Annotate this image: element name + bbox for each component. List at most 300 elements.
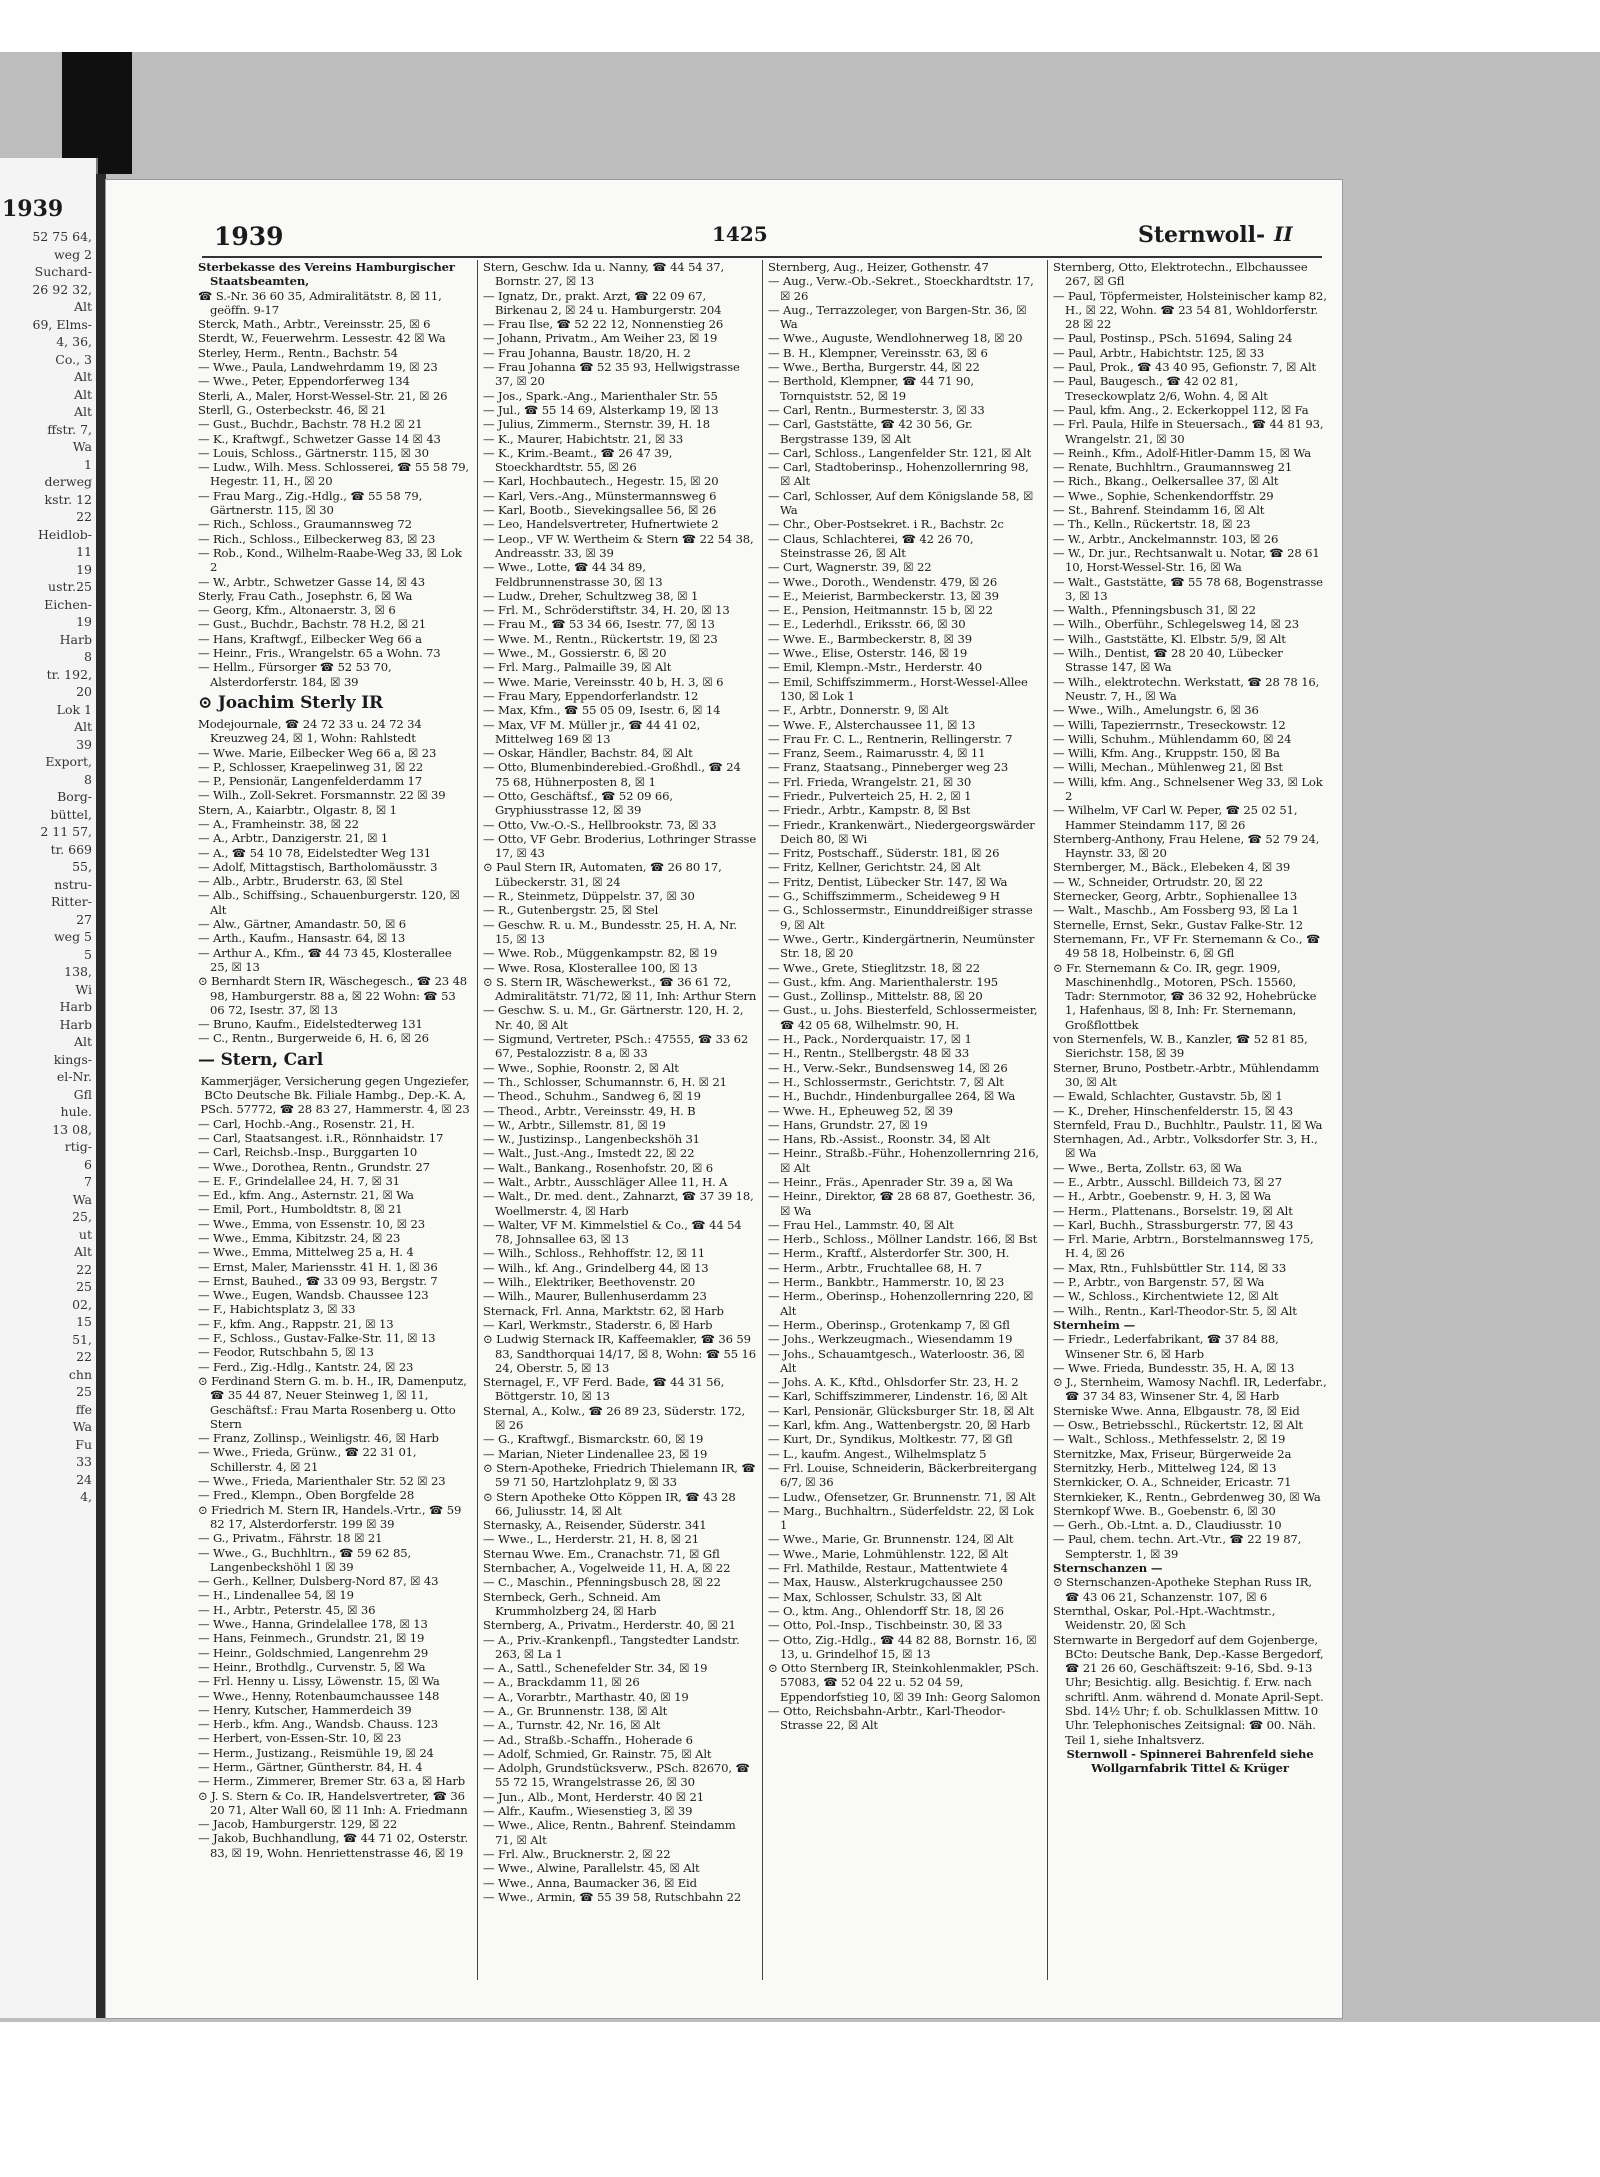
directory-entry: — Heinr., Fris., Wrangelstr. 65 a Wohn. 73 — [198, 646, 441, 661]
left-page-line: 8 — [84, 771, 92, 787]
left-page-line: Ritter- — [50, 894, 92, 909]
directory-entry: — Carl, Rentn., Burmesterstr. 3, ☒ 33 — [768, 402, 985, 417]
volume-number: II — [1274, 222, 1293, 246]
directory-entry: — Wwe., Sophie, Schenkendorffstr. 29 — [1053, 488, 1274, 503]
directory-entry: — Marian, Nieter Lindenallee 23, ☒ 19 — [483, 1446, 708, 1461]
directory-entry: Sternkieker, K., Rentn., Gebrdenweg 30, ☒ Wa — [1053, 1489, 1321, 1504]
left-page-line: 138, — [64, 964, 92, 979]
directory-entry: — Max, ⅤF M. Müller jr., ☎ 44 41 02, Mittelweg 169 ☒ 13 — [483, 717, 701, 746]
left-facing-page — [0, 158, 98, 2018]
directory-entry: — Bruno, Kaufm., Eidelstedterweg 131 — [198, 1017, 423, 1032]
directory-entry: — Carl, Gaststätte, ☎ 42 30 56, Gr. Bergstrasse 139, ☒ Alt — [768, 417, 973, 446]
directory-entry: — Paul, Baugesch., ☎ 42 02 81, Treseckowplatz 2/6, Wohn. 4, ☒ Alt — [1053, 374, 1268, 403]
directory-entry: — Rich., Schloss., Graumannsweg 72 — [198, 517, 412, 532]
left-page-line: Alt — [73, 719, 92, 734]
directory-entry: — Friedr., Lederfabrikant, ☎ 37 84 88, Winsener Str. 6, ☒ Harb — [1053, 1332, 1279, 1361]
directory-entry: — Adolf, Mittagstisch, Bartholomäusstr. 3 — [198, 859, 438, 874]
directory-entry: Sternberg, A., Privatm., Herderstr. 40, ☒ 21 — [483, 1618, 736, 1633]
directory-entry: — Jul., ☎ 55 14 69, Alsterkamp 19, ☒ 13 — [483, 402, 719, 417]
page-number: 1425 — [712, 222, 768, 246]
directory-entry: — Otto, ⅤF Gebr. Broderius, Lothringer Strasse 17, ☒ 43 — [483, 831, 757, 861]
directory-entry: Kammerjäger, Versicherung gegen Ungeziefer, BCto Deutsche Bk. Filiale Hambg., Dep.-K. A, PSch. 57772, ☎ 28 83 27, Hammerstr. 4, ☒ 23 — [200, 1073, 470, 1117]
directory-entry: Sternbacher, A., Vogelweide 11, H. A, ☒ 22 — [483, 1561, 731, 1576]
directory-entry: — Max, Hausw., Alsterkrugchaussee 250 — [768, 1575, 1003, 1590]
directory-entry: — G., Schiffszimmerm., Scheideweg 9 H — [768, 889, 1000, 904]
left-page-line: 52 75 64, — [32, 229, 92, 244]
directory-entry: ⊙ Fr. Sternemann & Co. ⅠR, gegr. 1909, Maschinenhdlg., Motoren, PSch. 15560, Tadr: Sternmotor, ☎ 36 32 92, Hohebrücke 1, Hafenhaus, ☒ 8, Inh: Fr. Sternemann, Großflottbek — [1053, 960, 1317, 1032]
left-page-line: Lok 1 — [56, 701, 92, 717]
left-page-line: Fu — [75, 1436, 92, 1452]
directory-entry: — Georg, Kfm., Altonaerstr. 3, ☒ 6 — [198, 603, 396, 618]
left-page-line: chn — [68, 1366, 92, 1382]
left-page-line: 22 — [76, 1349, 92, 1364]
left-page-line: Wa — [72, 1419, 92, 1434]
directory-entry: — Chr., Ober-Postsekret. i R., Bachstr. 2c — [768, 517, 1004, 532]
directory-entry: — Wilh., Dentist, ☎ 28 20 40, Lübecker Strasse 147, ☒ Wa — [1053, 646, 1283, 675]
directory-entry: — Frau M., ☎ 53 34 66, Isestr. 77, ☒ 13 — [483, 617, 715, 632]
directory-entry: — Herb., kfm. Ang., Wandsb. Chauss. 123 — [198, 1717, 438, 1732]
directory-entry: — Wwe., Peter, Eppendorferweg 134 — [198, 374, 410, 389]
directory-entry: — Otto, Geschäftsf., ☎ 52 09 66, Gryphiusstrasse 12, ☒ 39 — [483, 788, 673, 818]
left-page-line: Alt — [73, 404, 92, 419]
directory-entry: — Frau Johanna ☎ 52 35 93, Hellwigstrasse 37, ☒ 20 — [483, 360, 740, 389]
directory-entry: Sternemann, Fr., ⅤF Fr. Sternemann & Co., ☎ 49 58 18, Holbeinstr. 6, ☒ Gfl — [1053, 931, 1321, 961]
directory-entry: — Wwe. M., Rentn., Rückertstr. 19, ☒ 23 — [483, 631, 718, 646]
directory-entry: — Jun., Alb., Mont, Herderstr. 40 ☒ 21 — [483, 1789, 704, 1804]
directory-entry: — Leop., ⅤF W. Wertheim & Stern ☎ 22 54 38, Andreasstr. 33, ☒ 39 — [483, 531, 754, 560]
directory-entry: ⊙ Stern Apotheke Otto Köppen ⅠR, ☎ 43 28 66, Juliusstr. 14, ☒ Alt — [483, 1489, 736, 1518]
directory-entry: — Kurt, Dr., Syndikus, Moltkestr. 77, ☒ Gfl — [768, 1432, 1013, 1447]
directory-entry: — Wilh., Gaststätte, Kl. Elbstr. 5/9, ☒ Alt — [1053, 631, 1286, 646]
directory-entry: — Frau Mary, Eppendorferlandstr. 12 — [483, 688, 699, 703]
directory-entry: Stern, Geschw. Ida u. Nanny, ☎ 44 54 37, Bornstr. 27, ☒ 13 — [483, 260, 725, 289]
left-page-line: Eichen- — [44, 596, 92, 612]
directory-entry: — Johs. A. K., Kftd., Ohlsdorfer Str. 23, H. 2 — [768, 1375, 1019, 1390]
directory-entry: ⊙ Joachim Sterly ⅠR — [198, 692, 384, 713]
directory-entry: — Berthold, Klempner, ☎ 44 71 90, Tornquiststr. 52, ☒ 19 — [768, 374, 974, 403]
directory-entry: — Paul, kfm. Ang., 2. Eckerkoppel 112, ☒ Fa — [1053, 402, 1309, 417]
directory-entry: — Frl. Mathilde, Restaur., Mattentwiete 4 — [768, 1561, 1008, 1576]
directory-entry: — Ernst, Bauhed., ☎ 33 09 93, Bergstr. 7 — [198, 1273, 438, 1288]
left-page-line: 1 — [84, 456, 92, 472]
directory-entry: — Claus, Schlachterei, ☎ 42 26 70, Steinstrasse 26, ☒ Alt — [768, 531, 974, 560]
directory-entry: — W., Arbtr., Sillemstr. 81, ☒ 19 — [483, 1117, 666, 1132]
directory-entry: — K., Dreher, Hinschenfelderstr. 15, ☒ 43 — [1053, 1103, 1293, 1118]
directory-entry: — Frau Johanna, Baustr. 18/20, H. 2 — [483, 345, 691, 360]
directory-entry: — R., Gutenbergstr. 25, ☒ Stel — [483, 903, 659, 918]
directory-entry: — Leo, Handelsvertreter, Hufnertwiete 2 — [483, 517, 719, 532]
directory-entry: — E., Arbtr., Ausschl. Billdeich 73, ☒ 27 — [1053, 1175, 1282, 1189]
directory-entry: — Henry, Kutscher, Hammerdeich 39 — [198, 1702, 412, 1717]
directory-entry: — O., ktm. Ang., Ohlendorff Str. 18, ☒ 26 — [768, 1603, 1004, 1618]
directory-entry: — Wwe., Paula, Landwehrdamm 19, ☒ 23 — [198, 360, 438, 375]
directory-entry: ⊙ Sternschanzen-Apotheke Stephan Russ ⅠR, ☎ 43 06 21, Schanzenstr. 107, ☒ 6 — [1053, 1575, 1312, 1604]
directory-entry: — A., Gr. Brunnenstr. 138, ☒ Alt — [483, 1703, 668, 1718]
column-4 — [1053, 260, 1327, 1980]
directory-entry: — Th., Kelln., Rückertstr. 18, ☒ 23 — [1053, 517, 1251, 532]
directory-entry: — Hans, Grundstr. 27, ☒ 19 — [768, 1117, 928, 1132]
directory-entry: Sternal, A., Kolw., ☎ 26 89 23, Süderstr. 172, ☒ 26 — [483, 1403, 746, 1433]
directory-entry: — Wilh., kf. Ang., Grindelberg 44, ☒ 13 — [483, 1260, 709, 1275]
directory-entry: — Aug., Terrazzoleger, von Bargen-Str. 36, ☒ Wa — [768, 302, 1027, 332]
directory-entry: — Friedr., Pulverteich 25, H. 2, ☒ 1 — [768, 788, 972, 803]
left-page-line: 5 — [84, 946, 92, 962]
directory-entry: Sterner, Bruno, Postbetr.-Arbtr., Mühlendamm 30, ☒ Alt — [1053, 1060, 1319, 1089]
directory-entry: — F., Habichtsplatz 3, ☒ 33 — [198, 1302, 356, 1317]
left-page-line: tr. 669 — [50, 841, 92, 857]
directory-entry: — Theod., Schuhm., Sandweg 6, ☒ 19 — [483, 1089, 701, 1104]
directory-entry: — Wwe. Marie, Eilbecker Weg 66 a, ☒ 23 — [198, 745, 437, 760]
directory-entry: — B. H., Klempner, Vereinsstr. 63, ☒ 6 — [768, 345, 988, 360]
directory-entry: — Paul, Prok., ☎ 43 40 95, Gefionstr. 7, ☒ Alt — [1053, 360, 1317, 375]
running-head — [106, 180, 1342, 270]
directory-entry: Sternberger, M., Bäck., Elebeken 4, ☒ 39 — [1053, 860, 1291, 875]
directory-entry: — Wwe., L., Herderstr. 21, H. 8, ☒ 21 — [483, 1532, 700, 1547]
directory-entry: — Wwe., Alwine, Parallelstr. 45, ☒ Alt — [483, 1861, 700, 1876]
directory-entry: — Otto, Vw.-O.-S., Hellbrookstr. 73, ☒ 33 — [483, 817, 717, 832]
left-page-line: ffstr. 7, — [47, 421, 92, 437]
directory-entry: — Johann, Privatm., Am Weiher 23, ☒ 19 — [483, 331, 718, 346]
directory-entry: — H., Lindenallee 54, ☒ 19 — [198, 1588, 354, 1603]
directory-entry: — Alb., Schiffsing., Schauenburgerstr. 120, ☒ Alt — [198, 888, 460, 917]
directory-entry: — Walt., Schloss., Methfesselstr. 2, ☒ 19 — [1053, 1432, 1286, 1447]
directory-entry: — Alw., Gärtner, Amandastr. 50, ☒ 6 — [198, 917, 406, 932]
left-page-line: Alt — [73, 369, 92, 384]
directory-entry: — Karl, Bootb., Sievekingsallee 56, ☒ 26 — [483, 503, 717, 518]
directory-entry: — Karl, Vers.-Ang., Münstermannsweg 6 — [483, 488, 717, 503]
directory-entry: — Adolph, Grundstücksverw., PSch. 82670, ☎ 55 72 15, Wrangelstrasse 26, ☒ 30 — [483, 1761, 750, 1790]
directory-entry: — Alfr., Kaufm., Wiesenstieg 3, ☒ 39 — [483, 1804, 693, 1819]
directory-entry: — Wilh., Maurer, Bullenhuserdamm 23 — [483, 1289, 707, 1304]
directory-entry: — Wilh., Rentn., Karl-Theodor-Str. 5, ☒ Alt — [1053, 1303, 1297, 1318]
directory-entry: — Arth., Kaufm., Hansastr. 64, ☒ 13 — [198, 931, 406, 946]
directory-entry: — Ad., Straßb.-Schaffn., Hoherade 6 — [483, 1732, 693, 1747]
directory-entry: — Wwe., Emma, Kibitzstr. 24, ☒ 23 — [198, 1231, 401, 1245]
directory-entry: — E. F., Grindelallee 24, H. 7, ☒ 31 — [198, 1173, 400, 1188]
directory-entry: — Wwe. H., Epheuweg 52, ☒ 39 — [768, 1103, 953, 1118]
directory-entry: — Heinr., Straßb.-Führ., Hohenzollernring 216, ☒ Alt — [768, 1146, 1039, 1175]
directory-entry: Sterbekasse des Vereins Hamburgischer Staatsbeamten, — [198, 260, 455, 289]
directory-entry: — H., Pack., Norderquaistr. 17, ☒ 1 — [768, 1032, 972, 1047]
directory-entry: Sterll, G., Osterbeckstr. 46, ☒ 21 — [198, 402, 387, 417]
directory-entry: — Wwe. Frieda, Bundesstr. 35, H. A, ☒ 13 — [1053, 1360, 1295, 1375]
directory-entry: — Wilh., elektrotechn. Werkstatt, ☎ 28 78 16, Neustr. 7, H., ☒ Wa — [1053, 674, 1320, 703]
directory-entry: — Theod., Arbtr., Vereinsstr. 49, H. B — [483, 1103, 696, 1118]
left-page-line: derweg — [44, 474, 92, 489]
directory-entry: — Osw., Betriebsschl., Rückertstr. 12, ☒ Alt — [1053, 1418, 1303, 1433]
directory-entry: — W., Schneider, Ortrudstr. 20, ☒ 22 — [1053, 874, 1264, 889]
directory-entry: — H., Schlossermstr., Gerichtstr. 7, ☒ Alt — [768, 1074, 1004, 1089]
directory-entry: — Herm., Plattenans., Borselstr. 19, ☒ Alt — [1053, 1203, 1293, 1218]
column-1 — [198, 260, 472, 1980]
directory-entry: — E., Pension, Heitmannstr. 15 b, ☒ 22 — [768, 603, 993, 618]
left-page-year: 1939 — [2, 196, 64, 222]
directory-entry: — Ludw., Dreher, Schultzweg 38, ☒ 1 — [483, 588, 699, 603]
directory-entry: — Wwe., Elise, Osterstr. 146, ☒ 19 — [768, 646, 968, 661]
directory-entry: — Emil, Port., Humboldtstr. 8, ☒ 21 — [198, 1202, 403, 1217]
left-page-line: weg 2 — [53, 246, 92, 262]
directory-entry: Sternschanzen — — [1053, 1561, 1163, 1576]
directory-entry: — Walt., Gaststätte, ☎ 55 78 68, Bogenstrasse 3, ☒ 13 — [1053, 574, 1323, 603]
directory-entry: — Emil, Schiffszimmerm., Horst-Wessel-Allee 130, ☒ Lok 1 — [768, 674, 1028, 703]
directory-entry: — G., Schlossermstr., Einunddreißiger strasse 9, ☒ Alt — [768, 903, 1033, 932]
directory-entry: — P., Schlosser, Kraepelinweg 31, ☒ 22 — [198, 759, 424, 774]
directory-entry: — Oskar, Händler, Bachstr. 84, ☒ Alt — [483, 746, 693, 761]
directory-entry: — Willi, kfm. Ang., Schnelsener Weg 33, ☒ Lok 2 — [1053, 774, 1323, 803]
directory-entry: — Carl, Schloss., Langenfelder Str. 121, ☒ Alt — [768, 445, 1032, 460]
directory-entry: — Herm., Oberinsp., Hohenzollernring 220, ☒ Alt — [768, 1289, 1034, 1318]
directory-entry: — Willi, Tapezierrnstr., Treseckowstr. 12 — [1053, 717, 1286, 732]
directory-entry: — Fritz, Postschaff., Süderstr. 181, ☒ 26 — [768, 846, 1000, 861]
left-page-line: Alt — [73, 1244, 92, 1259]
directory-entry: — Th., Schlosser, Schumannstr. 6, H. ☒ 21 — [483, 1074, 727, 1089]
directory-entry: — Arthur A., Kfm., ☎ 44 73 45, Klosterallee 25, ☒ 13 — [198, 945, 452, 974]
directory-entry: — Wwe., Wilh., Amelungstr. 6, ☒ 36 — [1053, 703, 1259, 718]
directory-entry: Sternhagen, Ad., Arbtr., Volksdorfer Str. 3, H., ☒ Wa — [1053, 1132, 1318, 1161]
directory-entry: ⊙ Otto Sternberg ⅠR, Steinkohlenmakler, PSch. 57083, ☎ 52 04 22 u. 52 04 59, Eppendorfstieg 10, ☒ 39 Inh: Georg Salomon — [768, 1661, 1041, 1704]
left-page-line: Harb — [59, 1016, 92, 1032]
directory-entry: Sternecker, Georg, Arbtr., Sophienallee 13 — [1053, 889, 1298, 904]
directory-entry: — A., Framheinstr. 38, ☒ 22 — [198, 816, 359, 831]
directory-entry: Sternkopf Wwe. B., Goebenstr. 6, ☒ 30 — [1053, 1503, 1276, 1518]
left-page-line: 2 11 57, — [40, 824, 92, 839]
directory-entry: — Karl, Hochbautech., Hegestr. 15, ☒ 20 — [483, 474, 719, 489]
directory-entry: — Fritz, Dentist, Lübecker Str. 147, ☒ Wa — [768, 874, 1008, 889]
left-page-line: Wi — [75, 981, 92, 997]
left-page-line: Harb — [59, 999, 92, 1014]
directory-entry: — Franz, Staatsang., Pinneberger weg 23 — [768, 760, 1009, 775]
directory-entry: — Frl. Paula, Hilfe in Steuersach., ☎ 44 81 93, Wrangelstr. 21, ☒ 30 — [1053, 417, 1324, 446]
directory-entry: — Fred., Klempn., Oben Borgfelde 28 — [198, 1488, 415, 1503]
header-rule — [202, 256, 1322, 258]
directory-entry: — Gust., u. Johs. Biesterfeld, Schlossermeister, ☎ 42 05 68, Wilhelmstr. 90, H. — [768, 1003, 1038, 1032]
directory-entry: — Frl. M., Schröderstiftstr. 34, H. 20, ☒ 13 — [483, 603, 730, 618]
directory-entry: — Wwe., Anna, Baumacker 36, ☒ Eid — [483, 1875, 697, 1890]
left-page-line: Suchard- — [34, 264, 92, 279]
left-page-line: nstru- — [54, 876, 92, 892]
directory-entry: — Gust., Buchdr., Bachstr. 78 H.2 ☒ 21 — [198, 417, 423, 432]
directory-entry: — Wwe. F., Alsterchaussee 11, ☒ 13 — [768, 717, 976, 732]
directory-entry: — W., Arbtr., Schwetzer Gasse 14, ☒ 43 — [198, 574, 425, 589]
directory-entry: — Franz, Seem., Raimarusstr. 4, ☒ 11 — [768, 746, 986, 761]
directory-entry: — Carl, Reichsb.-Insp., Burggarten 10 — [198, 1145, 418, 1160]
directory-entry: — W., Schloss., Kirchentwiete 12, ☒ Alt — [1053, 1289, 1279, 1304]
directory-entry: — Hellm., Fürsorger ☎ 52 53 70, Alsterdorferstr. 184, ☒ 39 — [198, 660, 392, 689]
directory-entry: — Paul, Töpfermeister, Holsteinischer kamp 82, H., ☒ 22, Wohn. ☎ 23 54 81, Wohldorferstr. 28 ☒ 22 — [1053, 288, 1327, 332]
directory-entry: — Wwe., G., Buchhltrn., ☎ 59 62 85, Langenbeckshöhl 1 ☒ 39 — [198, 1545, 411, 1574]
directory-entry: — Willi, Mechan., Mühlenweg 21, ☒ Bst — [1053, 760, 1283, 775]
page-spine — [96, 174, 106, 2018]
directory-entry: — Herm., Justizang., Reismühle 19, ☒ 24 — [198, 1745, 434, 1760]
left-page-line: 25, — [72, 1209, 92, 1224]
directory-entry: — Wilhelm, ⅤF Carl W. Peper, ☎ 25 02 51, Hammer Steindamm 117, ☒ 26 — [1053, 803, 1298, 832]
directory-entry: — C., Rentn., Burgerweide 6, H. 6, ☒ 26 — [198, 1031, 429, 1046]
directory-entry: — Herm., Gärtner, Güntherstr. 84, H. 4 — [198, 1759, 423, 1774]
directory-entry: — Wwe., Sophie, Roonstr. 2, ☒ Alt — [483, 1060, 679, 1075]
directory-entry: — Karl, Werkmstr., Staderstr. 6, ☒ Harb — [483, 1317, 713, 1332]
directory-entry: Sternack, Frl. Anna, Marktstr. 62, ☒ Harb — [483, 1303, 724, 1318]
column-3 — [768, 260, 1042, 1980]
directory-entry: — Herm., Kraftf., Alsterdorfer Str. 300, H. — [768, 1246, 1010, 1261]
directory-entry: Sternfeld, Frau D., Buchhltr., Paulstr. 11, ☒ Wa — [1053, 1117, 1323, 1132]
directory-entry: — Wwe., Lotte, ☎ 44 34 89, Feldbrunnenstrasse 30, ☒ 13 — [483, 560, 663, 589]
directory-entry: ⊙ Friedrich M. Stern ⅠR, Handels.-Vrtr., ☎ 59 82 17, Alsterdorferstr. 199 ☒ 39 — [198, 1502, 462, 1531]
directory-entry: — Wwe., Henny, Rotenbaumchaussee 148 — [198, 1688, 440, 1703]
directory-entry: — Wwe., Berta, Zollstr. 63, ☒ Wa — [1053, 1160, 1242, 1175]
directory-entry: Sternasky, A., Reisender, Süderstr. 341 — [483, 1518, 707, 1533]
directory-entry: — P., Pensionär, Langenfelderdamm 17 — [198, 774, 422, 789]
directory-entry: — H., Buchdr., Hindenburgallee 264, ☒ Wa — [768, 1089, 1016, 1104]
directory-entry: — L., kaufm. Angest., Wilhelmsplatz 5 — [768, 1446, 987, 1461]
directory-entry: — R., Steinmetz, Düppelstr. 37, ☒ 30 — [483, 889, 695, 904]
directory-entry: — K., Kraftwgf., Schwetzer Gasse 14 ☒ 43 — [198, 431, 441, 446]
left-page-line: tr. 192, — [46, 666, 92, 682]
directory-entry: — Carl, Staatsangest. i.R., Rönnhaidstr. 17 — [198, 1130, 444, 1145]
directory-entry: Sterdt, W., Feuerwehrm. Lessestr. 42 ☒ Wa — [198, 331, 446, 346]
directory-entry: — Friedr., Arbtr., Kampstr. 8, ☒ Bst — [768, 803, 971, 818]
directory-entry: Modejournale, ☎ 24 72 33 u. 24 72 34 Kreuzweg 24, ☒ 1, Wohn: Rahlstedt — [198, 716, 422, 746]
directory-entry: — Frau Ilse, ☎ 52 22 12, Nonnenstieg 26 — [483, 317, 724, 332]
directory-entry: — Louis, Schloss., Gärtnerstr. 115, ☒ 30 — [198, 445, 429, 460]
directory-entry: ⊙ Ludwig Sternack ⅠR, Kaffeemakler, ☎ 36 59 83, Sandthorquai 14/17, ☒ 8, Wohn: ☎ 55 16 24, Oberstr. 5, ☒ 13 — [483, 1332, 756, 1375]
directory-entry: — Ferd., Zig.-Hdlg., Kantstr. 24, ☒ 23 — [198, 1359, 414, 1374]
directory-entry: — Friedr., Krankenwärt., Niedergeorgswärder Deich 80, ☒ Wi — [768, 817, 1035, 846]
directory-entry: — Johs., Werkzeugmach., Wiesendamm 19 — [768, 1332, 1013, 1347]
left-page-line: 15 — [76, 1314, 92, 1329]
directory-entry: — Otto, Blumenbinderebied.-Großhdl., ☎ 24 75 68, Hühnerposten 8, ☒ 1 — [483, 760, 741, 789]
directory-entry: — Wwe., M., Gossierstr. 6, ☒ 20 — [483, 646, 667, 661]
directory-entry: — C., Maschin., Pfenningsbusch 28, ☒ 22 — [483, 1575, 721, 1590]
directory-entry: — Ludw., Ofensetzer, Gr. Brunnenstr. 71, ☒ Alt — [768, 1489, 1036, 1504]
left-page-line: Gfl — [73, 1086, 92, 1102]
directory-entry: — Karl, kfm. Ang., Wattenbergstr. 20, ☒ Harb — [768, 1418, 1031, 1433]
directory-entry: Stern, A., Kaiarbtr., Olgastr. 8, ☒ 1 — [198, 802, 397, 817]
left-page-line: ustr.25 — [48, 579, 92, 594]
directory-entry: — Max, Kfm., ☎ 55 05 09, Isestr. 6, ☒ 14 — [483, 703, 721, 718]
directory-entry: — Walt., Arbtr., Ausschläger Allee 11, H. A — [483, 1175, 728, 1189]
left-page-line: rtig- — [64, 1139, 92, 1154]
directory-entry: — Wwe. E., Barmbeckerstr. 8, ☒ 39 — [768, 631, 972, 646]
directory-entry: Sterck, Math., Arbtr., Vereinsstr. 25, ☒ 6 — [198, 317, 431, 332]
directory-entry: — Wilh., Elektriker, Beethovenstr. 20 — [483, 1275, 696, 1290]
directory-entry: — Wilh., Zoll-Sekret. Forsmannstr. 22 ☒ 39 — [198, 788, 446, 803]
left-page-line: 19 — [76, 561, 92, 577]
left-page-line: 22 — [76, 1261, 92, 1277]
directory-entry: — K., Maurer, Habichtstr. 21, ☒ 33 — [483, 431, 684, 446]
left-page-line: 11 — [76, 544, 92, 559]
column-2 — [483, 260, 757, 1980]
directory-entry: — Wwe., Emma, von Essenstr. 10, ☒ 23 — [198, 1216, 425, 1231]
directory-entry: ☎ S.-Nr. 36 60 35, Admiralitätstr. 8, ☒ 11, geöffn. 9-17 — [198, 288, 442, 317]
directory-entry: — Aug., Verw.-Ob.-Sekret., Stoeckhardtstr. 17, ☒ 26 — [768, 274, 1034, 303]
left-page-line: 22 — [76, 509, 92, 524]
directory-entry: — F., Arbtr., Donnerstr. 9, ☒ Alt — [768, 703, 949, 718]
directory-entry: — Heinr., Fräs., Apenrader Str. 39 a, ☒ Wa — [768, 1175, 1013, 1189]
directory-entry: — Frl. Alw., Brucknerstr. 2, ☒ 22 — [483, 1846, 671, 1861]
directory-entry: — Wwe., Auguste, Wendlohnerweg 18, ☒ 20 — [768, 331, 1023, 346]
column-divider — [1047, 260, 1048, 1980]
directory-entry: — Herbert, von-Essen-Str. 10, ☒ 23 — [198, 1731, 402, 1746]
directory-entry: — Max, Rtn., Fuhlsbüttler Str. 114, ☒ 33 — [1053, 1260, 1287, 1275]
directory-entry: — P., Arbtr., von Bargenstr. 57, ☒ Wa — [1053, 1275, 1265, 1290]
left-page-line: hule. — [60, 1104, 92, 1119]
directory-entry: Sternbeck, Gerh., Schneid. Am Krummholzberg 24, ☒ Harb — [483, 1589, 661, 1618]
directory-entry: — Alb., Arbtr., Bruderstr. 63, ☒ Stel — [198, 874, 403, 889]
left-page-line: 27 — [76, 911, 92, 927]
directory-entry: — Frl. Frieda, Wrangelstr. 21, ☒ 30 — [768, 774, 972, 789]
left-page-line: 69, Elms- — [32, 316, 92, 332]
left-page-line: 26 92 32, — [32, 281, 92, 297]
directory-entry: ⊙ Bernhardt Stern ⅠR, Wäschegesch., ☎ 23 48 98, Hamburgerstr. 88 a, ☒ 22 Wohn: ☎ 53 06 72, Isestr. 37, ☒ 13 — [198, 974, 468, 1017]
directory-page — [106, 180, 1342, 2018]
directory-entry: — Stern, Carl — [198, 1049, 324, 1070]
directory-entry: Sternberg, Aug., Heizer, Gothenstr. 47 — [768, 260, 989, 274]
left-page-line: Alt — [73, 299, 92, 314]
directory-entry: — Johs., Schauamtgesch., Waterloostr. 36, ☒ Alt — [768, 1346, 1025, 1375]
directory-entry: — Hans, Rb.-Assist., Roonstr. 34, ☒ Alt — [768, 1132, 990, 1147]
directory-entry: — Wwe., Dorothea, Rentn., Grundstr. 27 — [198, 1159, 430, 1174]
left-page-line: 51, — [72, 1331, 92, 1347]
directory-entry: — Otto, Pol.-Insp., Tischbeinstr. 30, ☒ 33 — [768, 1618, 1003, 1633]
directory-entry: — Wwe., Grete, Stieglitzstr. 18, ☒ 22 — [768, 960, 981, 975]
directory-entry: — Wwe. Marie, Vereinsstr. 40 b, H. 3, ☒ 6 — [483, 674, 724, 689]
directory-entry: — Wwe., Doroth., Wendenstr. 479, ☒ 26 — [768, 574, 998, 589]
left-page-line: Wa — [72, 1191, 92, 1207]
left-page-line: Heidlob- — [37, 526, 92, 542]
directory-entry: — A., Priv.-Krankenpfl., Tangstedter Landstr. 263, ☒ La 1 — [483, 1632, 740, 1661]
directory-entry: — Emil, Klempn.-Mstr., Herderstr. 40 — [768, 660, 982, 675]
directory-entry: — H., Arbtr., Peterstr. 45, ☒ 36 — [198, 1602, 376, 1617]
directory-entry: — Frl. Marie, Arbtrn., Borstelmannsweg 175, H. 4, ☒ 26 — [1053, 1232, 1314, 1261]
directory-entry: — Otto, Zig.-Hdlg., ☎ 44 82 88, Bornstr. 16, ☒ 13, u. Grindelhof 15, ☒ 13 — [768, 1632, 1037, 1661]
directory-entry: — Feodor, Rutschbahn 5, ☒ 13 — [198, 1345, 374, 1360]
directory-entry: — Paul, chem. techn. Art.-Vtr., ☎ 22 19 87, Sempterstr. 1, ☒ 39 — [1053, 1532, 1302, 1561]
directory-entry: ⊙ Stern-Apotheke, Friedrich Thielemann ⅠR, ☎ 59 71 50, Hartzlohplatz 9, ☒ 33 — [483, 1460, 756, 1490]
directory-entry: — W., Arbtr., Anckelmannstr. 103, ☒ 26 — [1053, 531, 1279, 546]
left-page-line: Borg- — [57, 789, 92, 804]
directory-entry: — Julius, Zimmerm., Sternstr. 39, H. 18 — [483, 417, 711, 432]
column-divider — [477, 260, 478, 1980]
directory-entry: — Walt., Bankang., Rosenhofstr. 20, ☒ 6 — [483, 1160, 714, 1175]
directory-entry: — W., Dr. jur., Rechtsanwalt u. Notar, ☎ 28 61 10, Horst-Wessel-Str. 16, ☒ Wa — [1053, 545, 1320, 575]
left-page-line: 4, 36, — [56, 334, 92, 349]
directory-entry: Sternwoll - Spinnerei Bahrenfeld siehe Wollgarnfabrik Tittel & Krüger — [1066, 1746, 1314, 1776]
directory-entry: — E., Lederhdl., Eriksstr. 66, ☒ 30 — [768, 617, 966, 632]
directory-entry: — F., Schloss., Gustav-Falke-Str. 11, ☒ 13 — [198, 1331, 436, 1346]
directory-entry: Sterli, A., Maler, Horst-Wessel-Str. 21, ☒ 26 — [198, 388, 448, 403]
directory-entry: — Walt., Just.-Ang., Imstedt 22, ☒ 22 — [483, 1146, 695, 1161]
directory-entry: ⊙ Ferdinand Stern G. m. b. H., ⅠR, Damenputz, ☎ 35 44 87, Neuer Steinweg 1, ☒ 11, Geschäftsf.: Frau Marta Rosenberg u. Otto Stern — [198, 1373, 467, 1431]
directory-entry: — H., Verw.-Sekr., Bundsensweg 14, ☒ 26 — [768, 1060, 1008, 1075]
directory-entry: — Karl, Pensionär, Glücksburger Str. 18, ☒ Alt — [768, 1403, 1034, 1418]
directory-entry: — Herm., Zimmerer, Bremer Str. 63 a, ☒ Harb — [198, 1774, 466, 1789]
directory-entry: — Frau Hel., Lammstr. 40, ☒ Alt — [768, 1217, 954, 1232]
directory-entry: — Rob., Kond., Wilhelm-Raabe-Weg 33, ☒ Lok 2 — [198, 545, 462, 575]
directory-entry: — Walter, ⅤF M. Kimmelstiel & Co., ☎ 44 54 78, Johnsallee 63, ☒ 13 — [483, 1217, 742, 1247]
left-page-line: Wa — [72, 439, 92, 454]
directory-entry: Sternkicker, O. A., Schneider, Ericastr. 71 — [1053, 1475, 1292, 1490]
directory-entry: — A., ☎ 54 10 78, Eidelstedter Weg 131 — [198, 845, 432, 860]
directory-entry: — Otto, Reichsbahn-Arbtr., Karl-Theodor-Strasse 22, ☒ Alt — [768, 1703, 1006, 1733]
directory-entry: — H., Rentn., Stellbergstr. 48 ☒ 33 — [768, 1046, 970, 1061]
left-page-line: kings- — [53, 1051, 92, 1067]
left-page-line: büttel, — [50, 806, 92, 822]
directory-entry: — Wwe., Emma, Mittelweg 25 a, H. 4 — [198, 1245, 414, 1260]
left-page-line: ffe — [75, 1401, 92, 1417]
directory-entry: — Frl. Marg., Palmaille 39, ☒ Alt — [483, 660, 672, 675]
directory-entry: — F., kfm. Ang., Rappstr. 21, ☒ 13 — [198, 1316, 394, 1331]
directory-entry: Sternagel, F., ⅤF Ferd. Bade, ☎ 44 31 56, Böttgerstr. 10, ☒ 13 — [483, 1375, 725, 1404]
